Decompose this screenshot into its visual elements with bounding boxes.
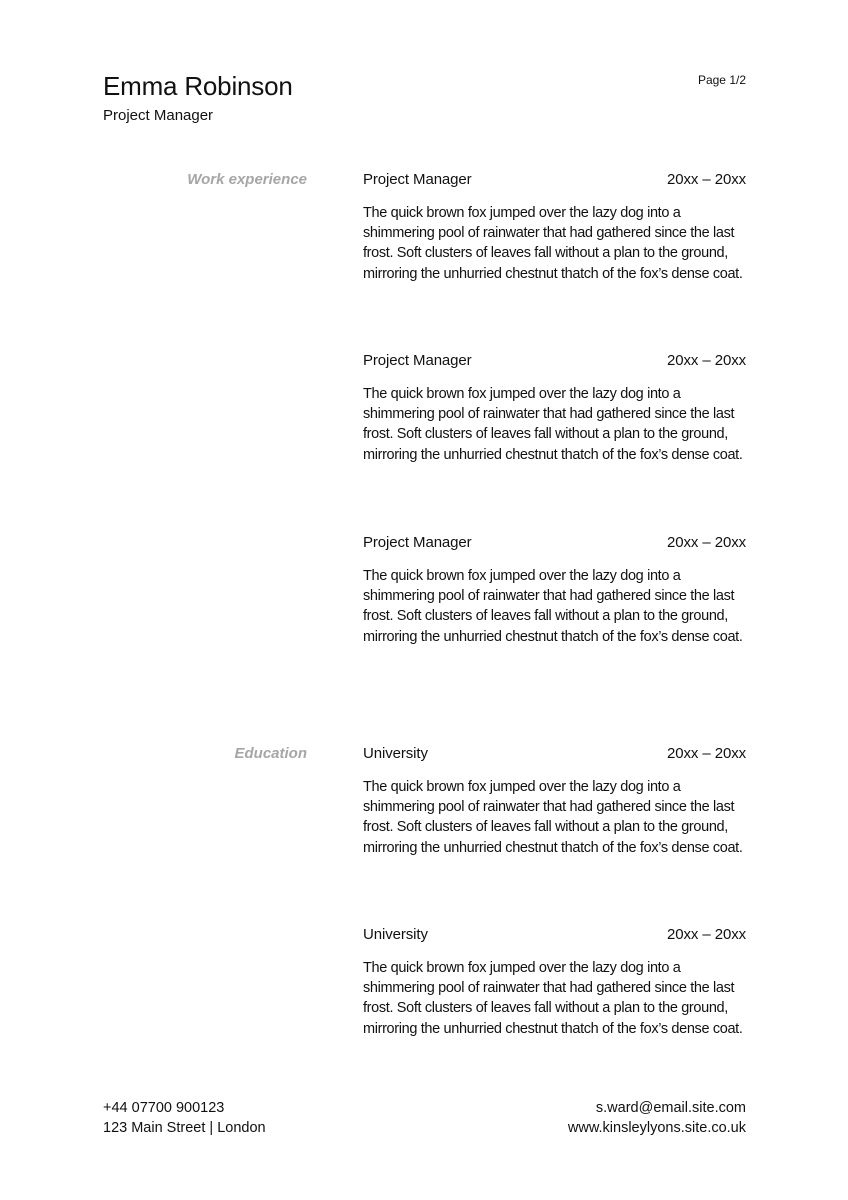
street-address: 123 Main Street | London xyxy=(103,1120,266,1136)
entry-description: The quick brown fox jumped over the lazy dog into a shimmering pool of rainwater that had gathered since the last frost. Soft clusters of leaves fall without a plan to the ground, mirroring the unhurried chestnut thatch of the fox’s dense coat. xyxy=(363,960,743,1037)
work-entry xyxy=(363,351,746,465)
work-entry xyxy=(363,533,746,647)
section-label-work-experience: Work experience xyxy=(187,171,307,188)
entry-header xyxy=(363,351,746,370)
entry-title: Project Manager xyxy=(363,534,472,551)
footer-contact-left xyxy=(103,1098,266,1138)
work-entry xyxy=(363,170,746,284)
email-address: s.ward@email.site.com xyxy=(595,1100,746,1116)
entry-dates: 20xx – 20xx xyxy=(667,926,746,943)
entry-title: Project Manager xyxy=(363,171,472,188)
entry-description: The quick brown fox jumped over the lazy dog into a shimmering pool of rainwater that had gathered since the last frost. Soft clusters of leaves fall without a plan to the ground, mirroring the unhurried chestnut thatch of the fox’s dense coat. xyxy=(363,386,743,463)
entry-description: The quick brown fox jumped over the lazy dog into a shimmering pool of rainwater that had gathered since the last frost. Soft clusters of leaves fall without a plan to the ground, mirroring the unhurried chestnut thatch of the fox’s dense coat. xyxy=(363,779,743,856)
candidate-name: Emma Robinson xyxy=(103,71,293,101)
entry-dates: 20xx – 20xx xyxy=(667,352,746,369)
entry-title: Project Manager xyxy=(363,352,472,369)
entry-header xyxy=(363,744,746,763)
footer-contact-right xyxy=(568,1098,746,1138)
entry-header xyxy=(363,533,746,552)
entry-title: University xyxy=(363,745,428,762)
phone-number: +44 07700 900123 xyxy=(103,1100,225,1116)
page-number: Page 1/2 xyxy=(697,73,746,87)
entry-header xyxy=(363,925,746,944)
entry-dates: 20xx – 20xx xyxy=(667,534,746,551)
entry-dates: 20xx – 20xx xyxy=(667,745,746,762)
section-label-education: Education xyxy=(234,745,307,762)
entry-description: The quick brown fox jumped over the lazy dog into a shimmering pool of rainwater that had gathered since the last frost. Soft clusters of leaves fall without a plan to the ground, mirroring the unhurried chestnut thatch of the fox’s dense coat. xyxy=(363,568,743,645)
website-url: www.kinsleylyons.site.co.uk xyxy=(567,1120,746,1136)
entry-header xyxy=(363,170,746,189)
entry-dates: 20xx – 20xx xyxy=(667,171,746,188)
entry-title: University xyxy=(363,926,428,943)
entry-description: The quick brown fox jumped over the lazy dog into a shimmering pool of rainwater that had gathered since the last frost. Soft clusters of leaves fall without a plan to the ground, mirroring the unhurried chestnut thatch of the fox’s dense coat. xyxy=(363,205,743,282)
education-entry xyxy=(363,925,746,1039)
education-entry xyxy=(363,744,746,858)
candidate-title: Project Manager xyxy=(103,107,214,124)
